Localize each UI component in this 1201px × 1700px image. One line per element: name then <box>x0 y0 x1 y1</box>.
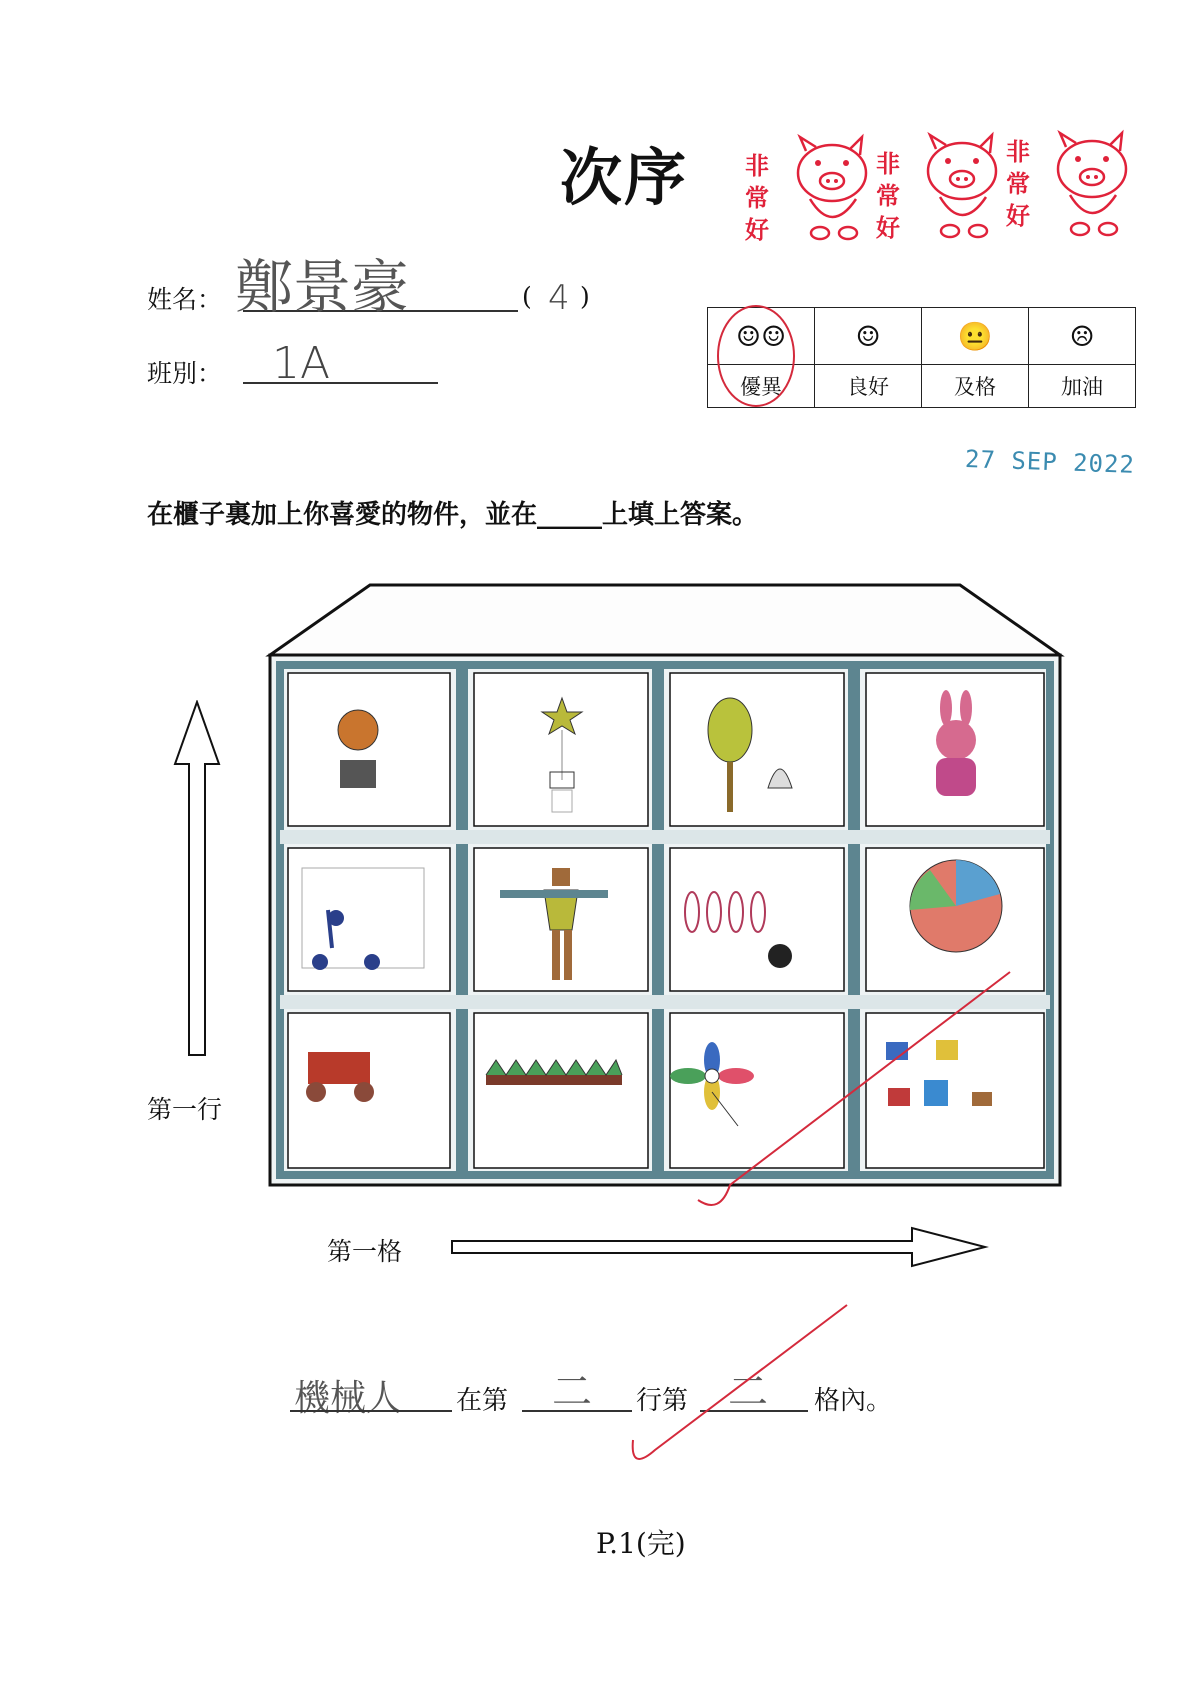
class-value: 1A <box>272 338 331 389</box>
selected-grade-circle <box>712 300 802 410</box>
pig-icon <box>928 135 996 237</box>
face-excellent-icon: ☺☺ <box>708 308 815 365</box>
date-stamp: 27 SEP 2022 <box>964 445 1136 479</box>
check-mark-icon <box>625 1300 855 1480</box>
answer-col-value: 二 <box>728 1369 768 1415</box>
colorful-ball-drawing <box>910 860 1002 952</box>
name-label: 姓名： <box>147 285 223 314</box>
pig-icon <box>1058 133 1126 235</box>
class-number: 4 <box>548 278 570 318</box>
class-number-close: ) <box>580 282 590 311</box>
face-tryharder-icon: ☹ <box>1029 308 1136 365</box>
face-pass-icon: 😐 <box>922 308 1029 365</box>
instruction-text: 在櫃子裏加上你喜愛的物件，並在_____上填上答案。 <box>147 500 759 530</box>
grade-tryharder: 加油 <box>1029 365 1136 408</box>
answer-text-3: 格內。 <box>814 1386 893 1416</box>
answer-item: 機械人 <box>294 1378 403 1419</box>
stamp-row <box>740 125 1140 265</box>
name-value: 鄭景豪 <box>235 253 410 321</box>
stamp-text: 非常好 <box>1006 138 1030 230</box>
check-mark-icon <box>690 970 1030 1230</box>
page-title: 次序 <box>560 141 689 214</box>
class-label: 班別： <box>147 359 223 388</box>
face-good-icon: ☺ <box>815 308 922 365</box>
answer-item-line <box>290 1410 452 1412</box>
answer-text-2: 行第 <box>636 1386 689 1416</box>
stamp-text: 非常好 <box>745 152 769 244</box>
grade-excellent: 優異 <box>708 365 815 408</box>
answer-text-1: 在第 <box>456 1386 509 1416</box>
grade-pass: 及格 <box>922 365 1029 408</box>
stamp-text: 非常好 <box>876 150 900 242</box>
class-number-open: ( <box>522 282 532 311</box>
grade-good: 良好 <box>815 365 922 408</box>
up-arrow-icon <box>172 700 222 1060</box>
col-label: 第一格 <box>327 1237 403 1266</box>
pig-icon <box>798 137 866 239</box>
answer-row-value: 二 <box>552 1369 592 1415</box>
row-label: 第一行 <box>147 1095 223 1124</box>
page-number: P.1(完) <box>596 1527 686 1560</box>
right-arrow-icon <box>450 1225 990 1269</box>
